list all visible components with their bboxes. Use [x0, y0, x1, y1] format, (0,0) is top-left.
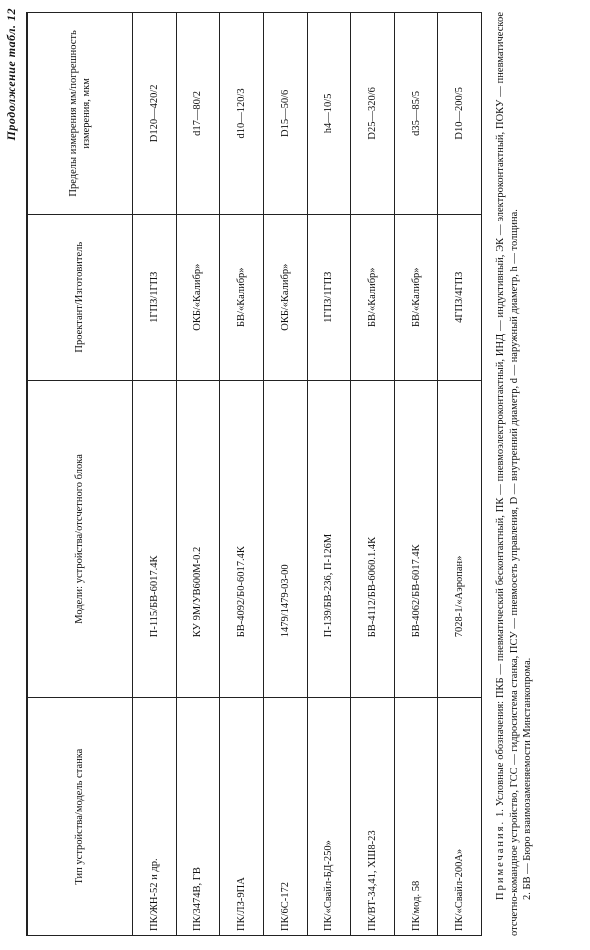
- cell-device-type: ПК/«Свайл-БД-250»: [307, 698, 351, 936]
- cell-range: h4—10/5: [307, 13, 351, 215]
- cell-range: D15—50/6: [263, 13, 307, 215]
- table-row: [307, 13, 351, 936]
- cell-device-type: ПК/ВТ-34,41, ХШ8-23: [351, 698, 395, 936]
- cell-model: БВ-4092/Б0-6017.4К: [220, 380, 264, 698]
- devices-table: [26, 12, 482, 936]
- cell-range: D25—320/6: [351, 13, 395, 215]
- note-2: 2. БВ — Бюро взаимозаменяемости Минстанкопрома.: [522, 657, 534, 900]
- cell-model: КУ 9М/УВ600М-0.2: [176, 380, 220, 698]
- header-designer-maker: Проектант/Изготовитель: [27, 214, 133, 380]
- table-row: [176, 13, 220, 936]
- header-measure-range: Пределы измерения мм/погрешность измерения, мкм: [27, 13, 133, 215]
- cell-device-type: ПК/ЛЗ-9ПА: [220, 698, 264, 936]
- header-models: Модели: устройства/отсчетного блока: [27, 380, 133, 698]
- cell-range: D120—420/2: [133, 13, 177, 215]
- cell-range: d10—120/3: [220, 13, 264, 215]
- cell-maker: 1ГПЗ/1ГПЗ: [133, 214, 177, 380]
- table-row: [133, 13, 177, 936]
- cell-device-type: ПК/«Свайл-200А»: [438, 698, 482, 936]
- cell-maker: ОКБ/«Калибр»: [176, 214, 220, 380]
- cell-maker: БВ/«Калибр»: [220, 214, 264, 380]
- cell-model: 1479/1479-03-00: [263, 380, 307, 698]
- cell-device-type: ПК/6С-172: [263, 698, 307, 936]
- table-header-row: [27, 13, 133, 936]
- notes-label: Примечания.: [495, 819, 506, 900]
- cell-maker: БВ/«Калибр»: [394, 214, 438, 380]
- cell-device-type: ПК/3474В, ГВ: [176, 698, 220, 936]
- cell-model: 7028-1/«Аэропан»: [438, 380, 482, 698]
- cell-model: П-139/БВ-236, П-126М: [307, 380, 351, 698]
- cell-maker: 1ГПЗ/1ГПЗ: [307, 214, 351, 380]
- continuation-title: Продолжение табл. 12: [4, 8, 18, 141]
- cell-maker: БВ/«Калибр»: [351, 214, 395, 380]
- cell-range: d35—85/5: [394, 13, 438, 215]
- table-row: [220, 13, 264, 936]
- table-row: [351, 13, 395, 936]
- cell-device-type: ПК/ЖН-52 и др.: [133, 698, 177, 936]
- table-row: [263, 13, 307, 936]
- table-notes: [488, 12, 535, 936]
- cell-model: БВ-4062/БВ-6017.4К: [394, 380, 438, 698]
- table-row: [394, 13, 438, 936]
- header-device-type: Тип устройства/модель станка: [27, 698, 133, 936]
- cell-range: D10—200/5: [438, 13, 482, 215]
- cell-maker: 4ГПЗ/4ГПЗ: [438, 214, 482, 380]
- table-row: [438, 13, 482, 936]
- cell-model: П-115/БВ-6017.4К: [133, 380, 177, 698]
- cell-model: БВ-4112/БВ-6060.1.4К: [351, 380, 395, 698]
- note-1: 1. Условные обозначения: ПКБ — пневматический бесконтактный, ПК — пневмоэлектроконтактный, ИНД — индуктивный, ЭК — электроконтактный, ПОКУ — пневматическое отсчетно-командное устройство, ГСС — гидросистема станка, ПСУ — пневмосеть управления, D — внутренний диаметр, d — наружный диаметр, h — толщина.: [495, 12, 520, 936]
- cell-device-type: ПК/мод. 58: [394, 698, 438, 936]
- cell-range: d17—80/2: [176, 13, 220, 215]
- cell-maker: ОКБ/«Калибр»: [263, 214, 307, 380]
